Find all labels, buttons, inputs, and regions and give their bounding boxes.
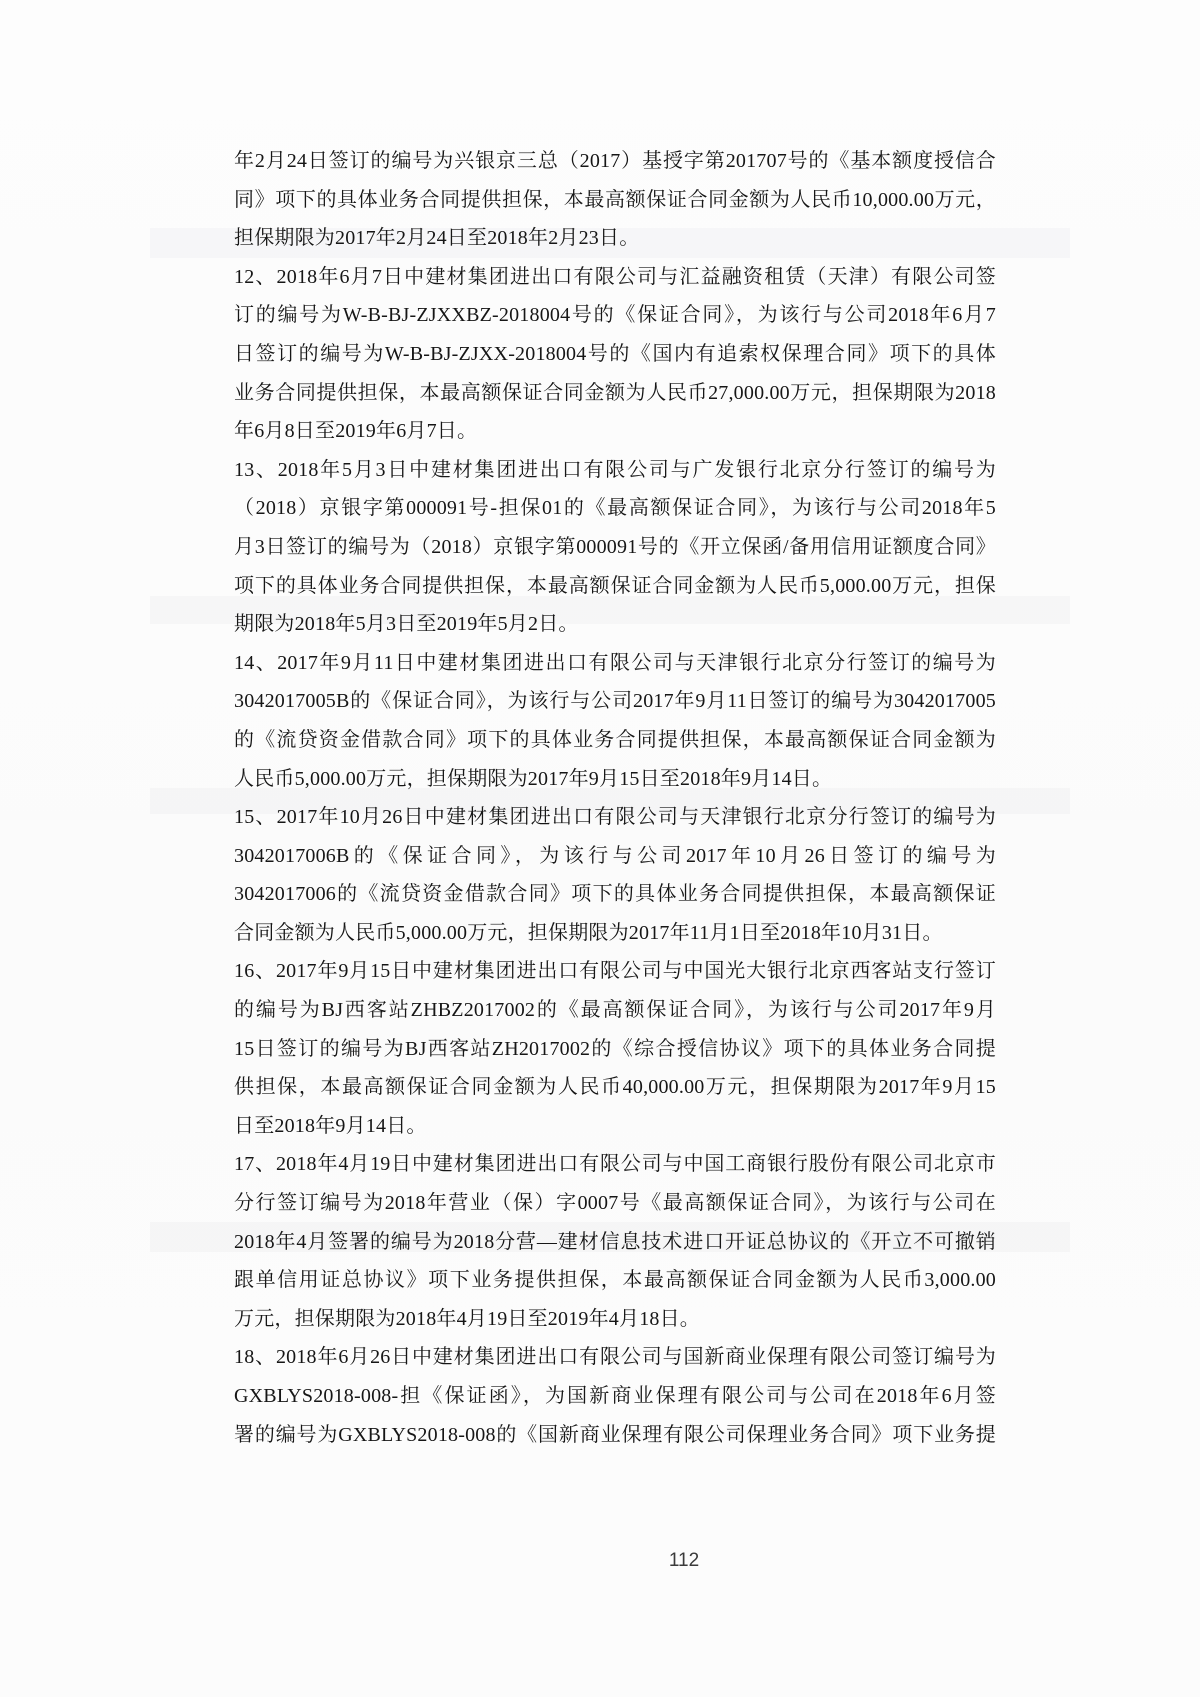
paragraph-item-17 <box>234 1145 996 1338</box>
text-line: 13、2018年5月3日中建材集团进出口有限公司与广发银行北京分行签订的编号为 <box>234 458 996 481</box>
text-line: 15日签订的编号为BJ西客站ZH2017002的《综合授信协议》项下的具体业务合同提 <box>234 1037 996 1060</box>
text-line: 日签订的编号为W-B-BJ-ZJXX-2018004号的《国内有追索权保理合同》项下的具体 <box>234 342 996 365</box>
paragraph-item-18 <box>234 1338 996 1454</box>
text-line: 12、2018年6月7日中建材集团进出口有限公司与汇益融资租赁（天津）有限公司签 <box>234 265 996 288</box>
text-line: GXBLYS2018-008-担《保证函》，为国新商业保理有限公司与公司在2018年6月签 <box>234 1385 996 1407</box>
document-text <box>234 142 996 1454</box>
text-line: 日至2018年9月14日。 <box>234 1114 427 1137</box>
text-line: 年2月24日签订的编号为兴银京三总（2017）基授字第201707号的《基本额度授信合 <box>234 150 996 172</box>
text-line: 14、2017年9月11日中建材集团进出口有限公司与天津银行北京分行签订的编号为 <box>234 651 996 674</box>
text-line: 的编号为BJ西客站ZHBZ2017002的《最高额保证合同》，为该行与公司2017年9月 <box>234 999 996 1022</box>
text-line: 16、2017年9月15日中建材集团进出口有限公司与中国光大银行北京西客站支行签订 <box>234 960 996 983</box>
text-line: 3042017006B的《保证合同》，为该行与公司2017年10月26日签订的编号为 <box>234 844 996 867</box>
text-line: 合同金额为人民币5,000.00万元，担保期限为2017年11月1日至2018年10月31日。 <box>234 921 943 944</box>
text-line: 供担保，本最高额保证合同金额为人民币40,000.00万元，担保期限为2017年9月15 <box>234 1076 996 1099</box>
paragraph-item-14 <box>234 644 996 798</box>
paragraph-item-15 <box>234 798 996 952</box>
text-line: 18、2018年6月26日中建材集团进出口有限公司与国新商业保理有限公司签订编号为 <box>234 1346 996 1369</box>
text-line: 人民币5,000.00万元，担保期限为2017年9月15日至2018年9月14日。 <box>234 767 833 790</box>
text-line: 期限为2018年5月3日至2019年5月2日。 <box>234 613 579 636</box>
text-line: 业务合同提供担保，本最高额保证合同金额为人民币27,000.00万元，担保期限为2018 <box>234 381 996 404</box>
text-line: 跟单信用证总协议》项下业务提供担保，本最高额保证合同金额为人民币3,000.00 <box>234 1269 996 1292</box>
paragraph-item-12 <box>234 258 996 451</box>
text-line: 同》项下的具体业务合同提供担保，本最高额保证合同金额为人民币10,000.00万元， <box>234 188 996 211</box>
text-line: 2018年4月签署的编号为2018分营—建材信息技术进口开证总协议的《开立不可撤销 <box>234 1230 996 1253</box>
text-line: 年6月8日至2019年6月7日。 <box>234 420 478 443</box>
page-number: 112 <box>668 1550 700 1571</box>
paragraph-item-11-continued <box>234 142 996 258</box>
paragraph-item-16 <box>234 952 996 1145</box>
text-line: 3042017006的《流贷资金借款合同》项下的具体业务合同提供担保，本最高额保证 <box>234 883 996 906</box>
text-line: 月3日签订的编号为（2018）京银字第000091号的《开立保函/备用信用证额度合同》 <box>234 535 996 558</box>
text-line: 担保期限为2017年2月24日至2018年2月23日。 <box>234 227 640 250</box>
text-line: 订的编号为W-B-BJ-ZJXXBZ-2018004号的《保证合同》，为该行与公司2018年6月7 <box>234 304 996 327</box>
paragraph-item-13 <box>234 451 996 644</box>
text-line: （2018）京银字第000091号-担保01的《最高额保证合同》，为该行与公司2018年5 <box>234 497 996 520</box>
text-line: 17、2018年4月19日中建材集团进出口有限公司与中国工商银行股份有限公司北京市 <box>234 1153 996 1176</box>
text-line: 15、2017年10月26日中建材集团进出口有限公司与天津银行北京分行签订的编号为 <box>234 806 996 829</box>
text-line: 3042017005B的《保证合同》，为该行与公司2017年9月11日签订的编号为3042017005 <box>234 690 996 713</box>
text-line: 的《流贷资金借款合同》项下的具体业务合同提供担保，本最高额保证合同金额为 <box>234 728 996 751</box>
text-line: 署的编号为GXBLYS2018-008的《国新商业保理有限公司保理业务合同》项下业务提 <box>234 1423 996 1446</box>
text-line: 分行签订编号为2018年营业（保）字0007号《最高额保证合同》，为该行与公司在 <box>234 1192 996 1215</box>
text-line: 项下的具体业务合同提供担保，本最高额保证合同金额为人民币5,000.00万元，担保 <box>234 574 996 597</box>
text-line: 万元，担保期限为2018年4月19日至2019年4月18日。 <box>234 1307 700 1330</box>
